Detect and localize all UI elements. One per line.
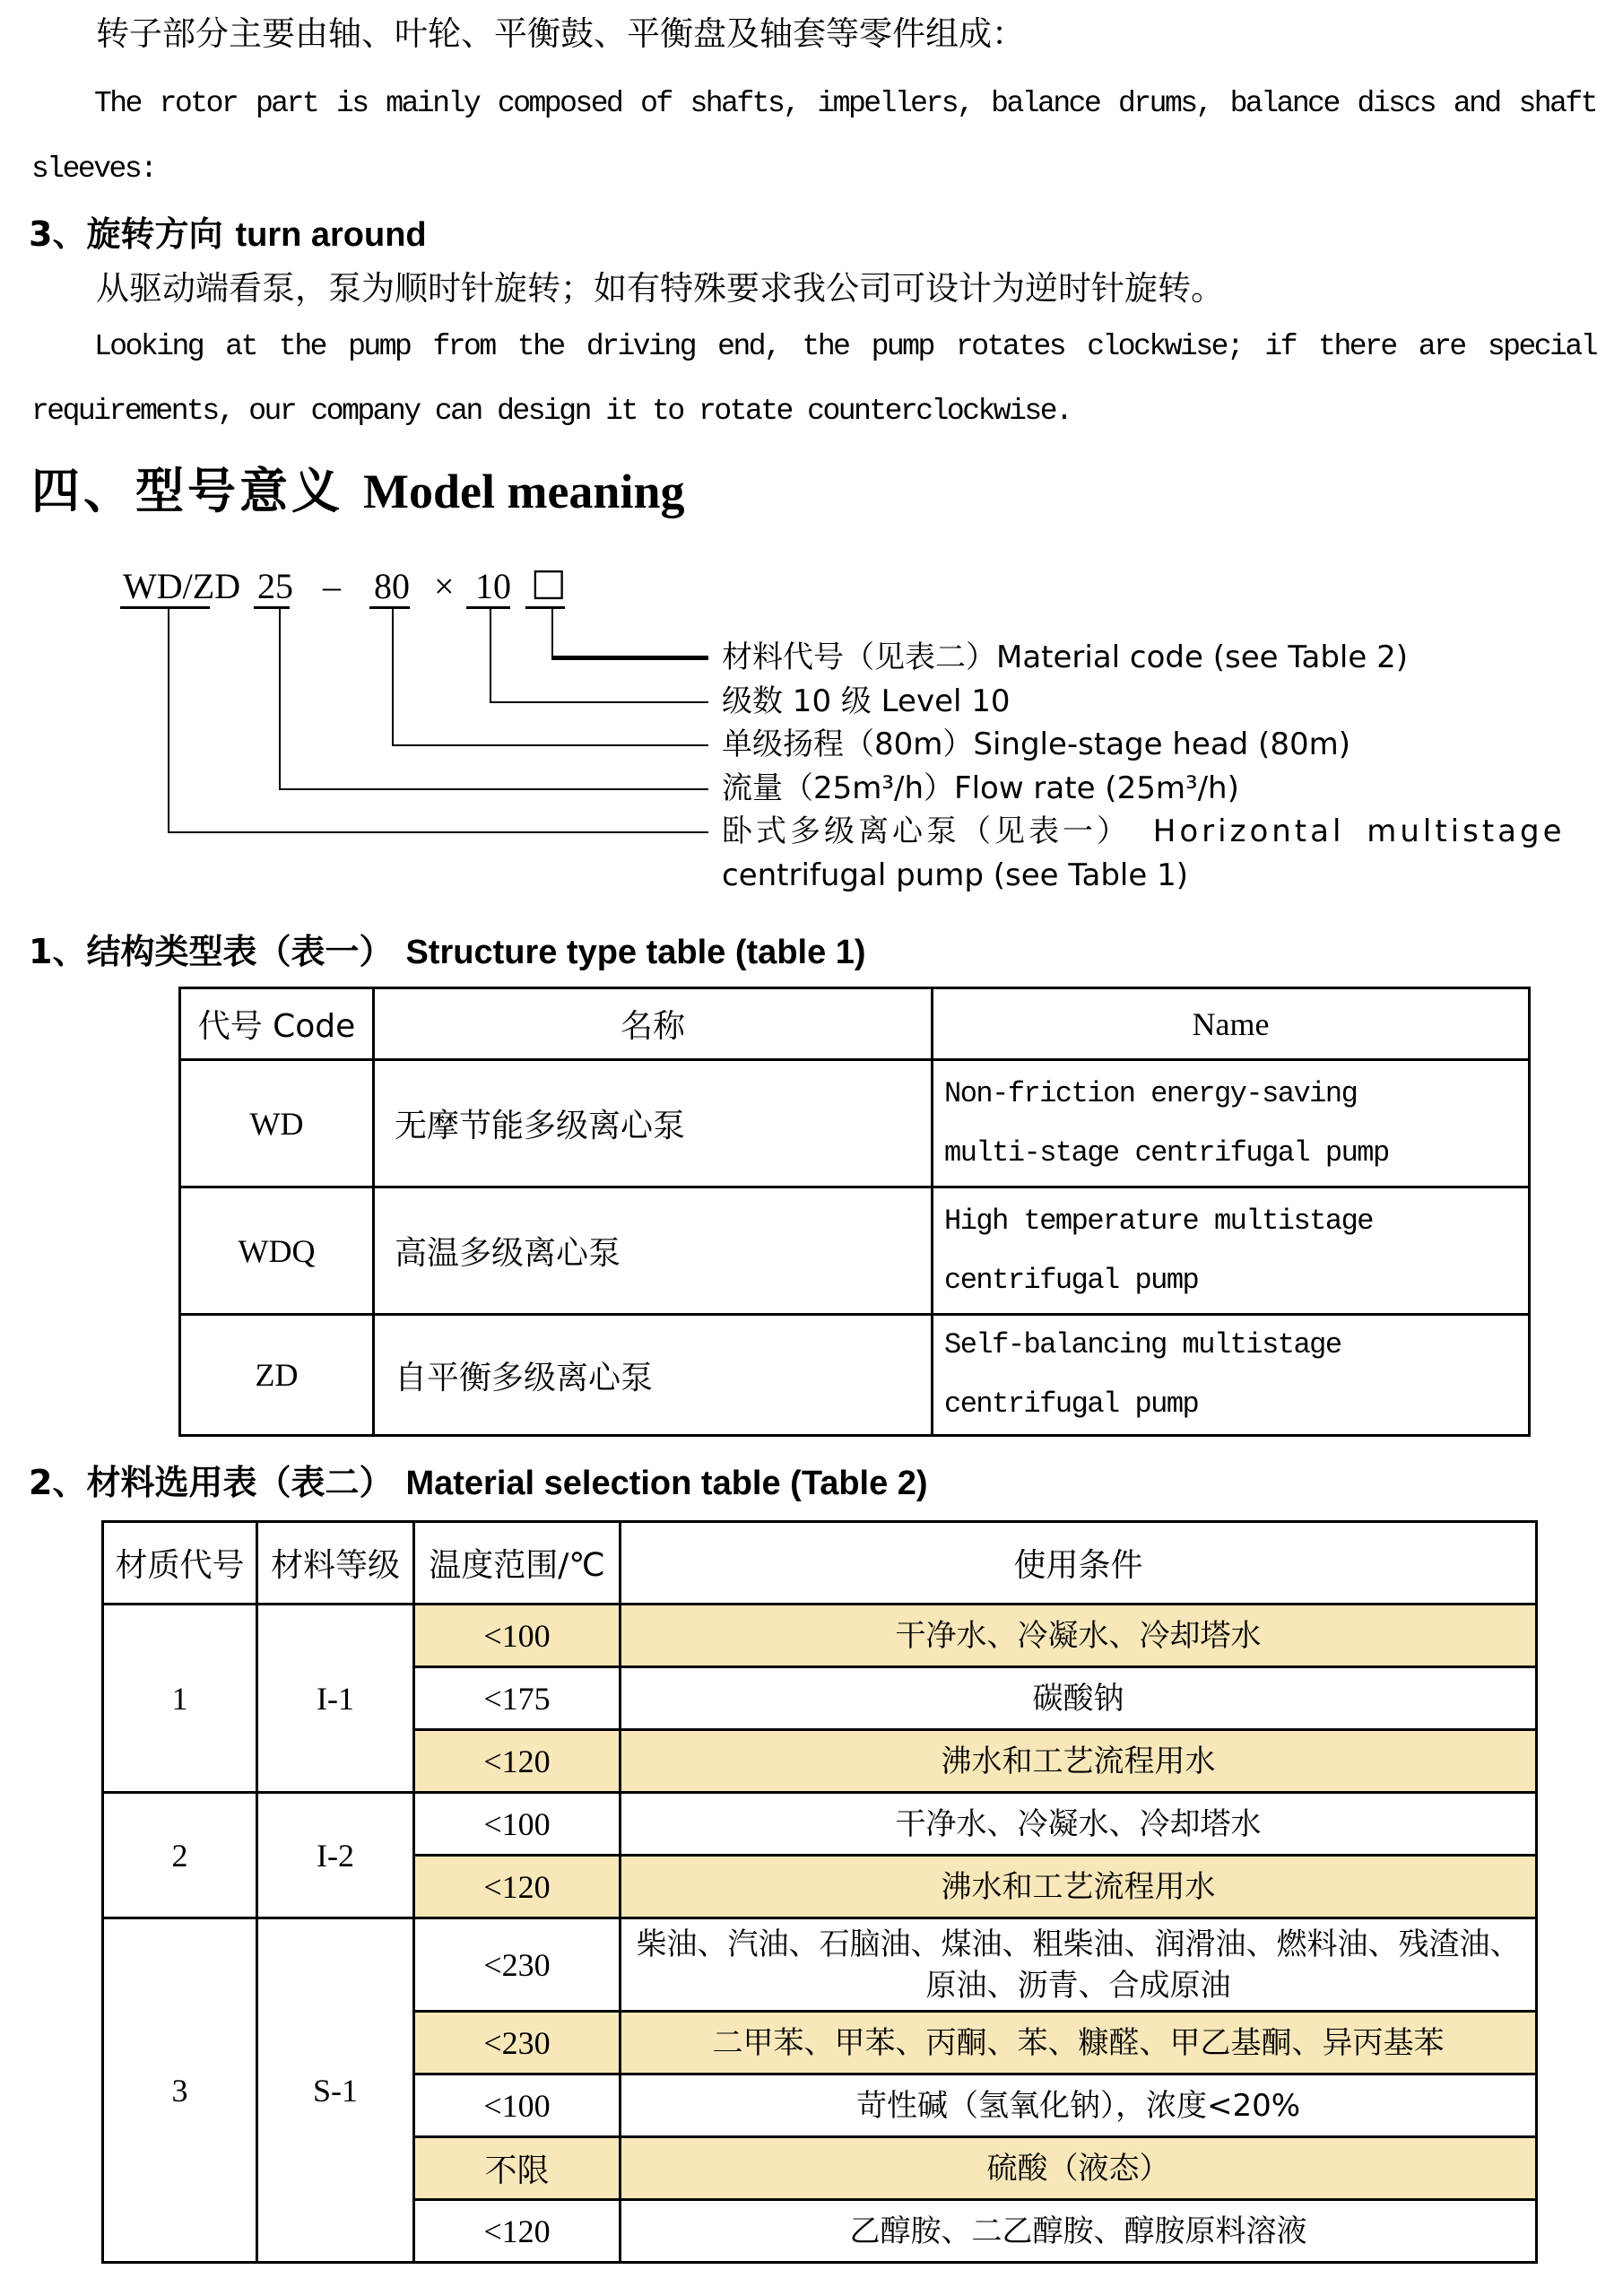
connector-vline-flow [279,608,281,790]
table1-name-en-line2: multi-stage centrifugal pump [944,1135,1389,1170]
connector-vline-head [392,608,394,746]
table1-name-en-line1: Non-friction energy-saving [944,1076,1358,1110]
table1-name-en-line1: High temperature multistage [944,1204,1373,1238]
table1-name-en-cell [933,1187,1530,1315]
connector-vline-pumptype [168,608,169,833]
table2-temp-cell: 不限 [414,2137,621,2200]
table2-grade-cell: I-2 [257,1793,414,1918]
underline-series [120,606,210,609]
table1-heading [29,924,866,973]
table-row [180,1060,1530,1187]
connector-hline-flow [279,788,708,790]
material-selection-table [101,1520,1538,2264]
table-row [103,1918,1537,2012]
table1-heading-en: Structure type table (table 1) [405,934,866,971]
connector-hline-pumptype [168,831,708,833]
table2-code-cell: 2 [103,1793,257,1918]
table2-code-cell: 3 [103,1918,257,2263]
table2-condition-cell: 硫酸（液态） [621,2137,1537,2200]
table2-condition-cell: 柴油、汽油、石脑油、煤油、粗柴油、润滑油、燃料油、残渣油、原油、沥青、合成原油 [621,1918,1537,2012]
table-row [103,1605,1537,1667]
label-single-stage-head: 单级扬程（80m）Single-stage head (80m) [722,726,1350,762]
model-part-series: WD/ZD [123,566,241,606]
connector-hline-material [551,656,708,660]
table1-name-en-line2: centrifugal pump [944,1387,1199,1421]
model-meaning-heading-en: Model meaning [363,465,685,518]
table1-header-name-zh: 名称 [374,988,933,1060]
table2-heading-zh: 2、材料选用表（表二） [29,1463,394,1502]
table2-heading [29,1455,928,1504]
table2-temp-cell: <100 [414,1605,621,1667]
table1-header-code: 代号 Code [180,988,374,1060]
structure-type-table [178,987,1531,1437]
underline-material [525,606,565,609]
rotor-paragraph-zh: 转子部分主要由轴、叶轮、平衡鼓、平衡盘及轴套等零件组成： [96,14,1025,53]
table2-temp-cell: <230 [414,1918,621,2012]
underline-stages [466,606,510,609]
rotation-heading [29,206,427,256]
model-code-diagram [0,538,1623,951]
table2-condition-cell: 干净水、冷凝水、冷却塔水 [621,1793,1537,1856]
table1-header-row [180,988,1530,1060]
table-row [180,1187,1530,1315]
connector-vline-stages [490,608,491,703]
table2-heading-en: Material selection table (Table 2) [405,1465,928,1502]
table2-temp-cell: <230 [414,2012,621,2074]
model-part-dash: – [323,566,341,606]
connector-hline-stages [490,701,708,703]
table1-name-en-cell [933,1315,1530,1436]
table1-name-en-cell [933,1060,1530,1187]
connector-hline-head [392,744,708,746]
table1-name-zh-cell: 无摩节能多级离心泵 [374,1060,933,1187]
table2-condition-cell: 乙醇胺、二乙醇胺、醇胺原料溶液 [621,2200,1537,2263]
label-pump-type: 卧式多级离心泵（见表一） Horizontal multistage [722,813,1566,849]
table1-name-en-line2: centrifugal pump [944,1263,1199,1297]
table2-header-temp-range: 温度范围/℃ [414,1522,621,1605]
table2-condition-cell: 沸水和工艺流程用水 [621,1856,1537,1918]
table1-code-cell: ZD [180,1315,374,1436]
table-row [180,1315,1530,1436]
table2-temp-cell: <120 [414,1856,621,1918]
table2-condition-cell: 苛性碱（氢氧化钠），浓度<20% [621,2074,1537,2137]
rotor-paragraph-en-line2: sleeves: [31,152,156,186]
table2-temp-cell: <100 [414,1793,621,1856]
table2-condition-cell: 沸水和工艺流程用水 [621,1730,1537,1793]
model-meaning-heading [31,453,685,522]
table1-name-zh-cell: 自平衡多级离心泵 [374,1315,933,1436]
table2-condition-cell: 干净水、冷凝水、冷却塔水 [621,1605,1537,1667]
label-stage-count: 级数 10 级 Level 10 [722,683,1011,719]
rotor-paragraph-en-line1: The rotor part is mainly composed of shafts, impellers, balance drums, balance discs and shaft [94,87,1596,120]
connector-vline-material [551,608,553,659]
model-part-flow: 25 [257,566,293,606]
model-meaning-heading-zh: 四、型号意义 [31,463,343,519]
table2-header-material-code: 材质代号 [103,1522,257,1605]
table2-temp-cell: <175 [414,1667,621,1730]
table-row [103,1793,1537,1856]
table2-header-conditions: 使用条件 [621,1522,1537,1605]
table2-condition-cell: 碳酸钠 [621,1667,1537,1730]
table1-code-cell: WD [180,1060,374,1187]
table2-temp-cell: <100 [414,2074,621,2137]
table1-code-cell: WDQ [180,1187,374,1315]
underline-head [369,606,410,609]
label-material-code: 材料代号（见表二）Material code (see Table 2) [722,639,1408,675]
table1-name-zh-cell: 高温多级离心泵 [374,1187,933,1315]
model-part-head: 80 [374,566,410,606]
rotation-heading-en: turn around [235,216,427,254]
table2-grade-cell: S-1 [257,1918,414,2263]
table2-grade-cell: I-1 [257,1605,414,1793]
label-pump-type-line2: centrifugal pump (see Table 1) [722,857,1188,893]
table2-condition-cell: 二甲苯、甲苯、丙酮、苯、糠醛、甲乙基酮、异丙基苯 [621,2012,1537,2074]
rotation-paragraph-zh: 从驱动端看泵，泵为顺时针旋转；如有特殊要求我公司可设计为逆时针旋转。 [96,269,1224,308]
table2-header-row [103,1522,1537,1605]
underline-flow [254,606,290,609]
model-part-material-box: □ [531,560,567,604]
table2-code-cell: 1 [103,1605,257,1793]
table2-header-material-grade: 材料等级 [257,1522,414,1605]
table1-header-name-en: Name [933,988,1530,1060]
rotation-paragraph-en-line1: Looking at the pump from the driving end, the pump rotates clockwise; if there are special [94,330,1596,363]
table2-temp-cell: <120 [414,1730,621,1793]
model-part-times: × [434,566,455,606]
table1-name-en-line1: Self-balancing multistage [944,1328,1341,1361]
rotation-heading-zh: 3、旋转方向 [29,214,223,254]
table1-heading-zh: 1、结构类型表（表一） [29,932,394,971]
label-flow-rate: 流量（25m³/h）Flow rate (25m³/h) [722,770,1239,806]
model-part-stages: 10 [475,566,511,606]
rotation-paragraph-en-line2: requirements, our company can design it to rotate counterclockwise. [31,395,1072,428]
table2-temp-cell: <120 [414,2200,621,2263]
